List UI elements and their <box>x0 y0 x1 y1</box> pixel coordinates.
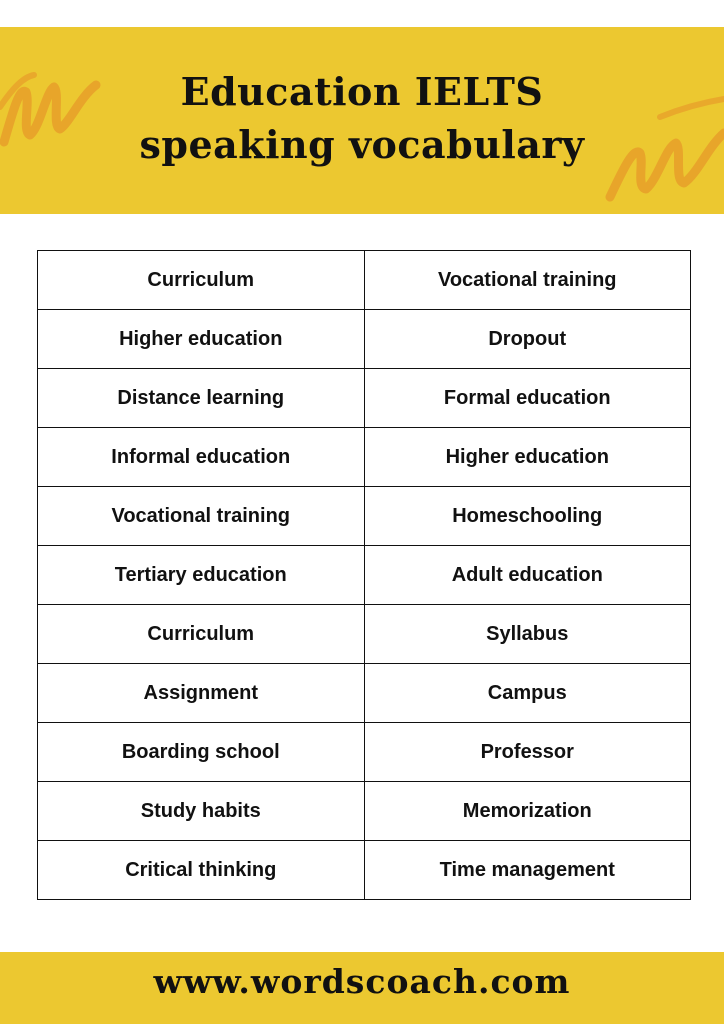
footer-band <box>0 952 724 1024</box>
table-row <box>38 546 691 605</box>
table-cell: Informal education <box>38 428 365 487</box>
table-cell: Time management <box>364 841 691 900</box>
vocabulary-table <box>37 250 691 900</box>
page-title <box>0 65 724 171</box>
table-cell: Tertiary education <box>38 546 365 605</box>
table-cell: Distance learning <box>38 369 365 428</box>
table-row <box>38 310 691 369</box>
table-row <box>38 369 691 428</box>
title-line-2: speaking vocabulary <box>139 122 585 167</box>
table-cell: Dropout <box>364 310 691 369</box>
header-band <box>0 27 724 214</box>
table-row <box>38 664 691 723</box>
table-row <box>38 841 691 900</box>
table-cell: Study habits <box>38 782 365 841</box>
table-cell: Vocational training <box>38 487 365 546</box>
table-row <box>38 723 691 782</box>
table-cell: Critical thinking <box>38 841 365 900</box>
table-cell: Professor <box>364 723 691 782</box>
table-row <box>38 487 691 546</box>
table-cell: Vocational training <box>364 251 691 310</box>
table-row <box>38 428 691 487</box>
table-cell: Curriculum <box>38 605 365 664</box>
table-cell: Assignment <box>38 664 365 723</box>
table-row <box>38 605 691 664</box>
table-cell: Curriculum <box>38 251 365 310</box>
table-cell: Higher education <box>364 428 691 487</box>
table-cell: Higher education <box>38 310 365 369</box>
title-line-1: Education IELTS <box>180 69 544 114</box>
table-cell: Adult education <box>364 546 691 605</box>
table-row <box>38 782 691 841</box>
website-url: www.wordscoach.com <box>153 962 571 1001</box>
table-cell: Formal education <box>364 369 691 428</box>
table-cell: Boarding school <box>38 723 365 782</box>
table-row <box>38 251 691 310</box>
table-cell: Homeschooling <box>364 487 691 546</box>
table-cell: Memorization <box>364 782 691 841</box>
table-cell: Campus <box>364 664 691 723</box>
table-cell: Syllabus <box>364 605 691 664</box>
